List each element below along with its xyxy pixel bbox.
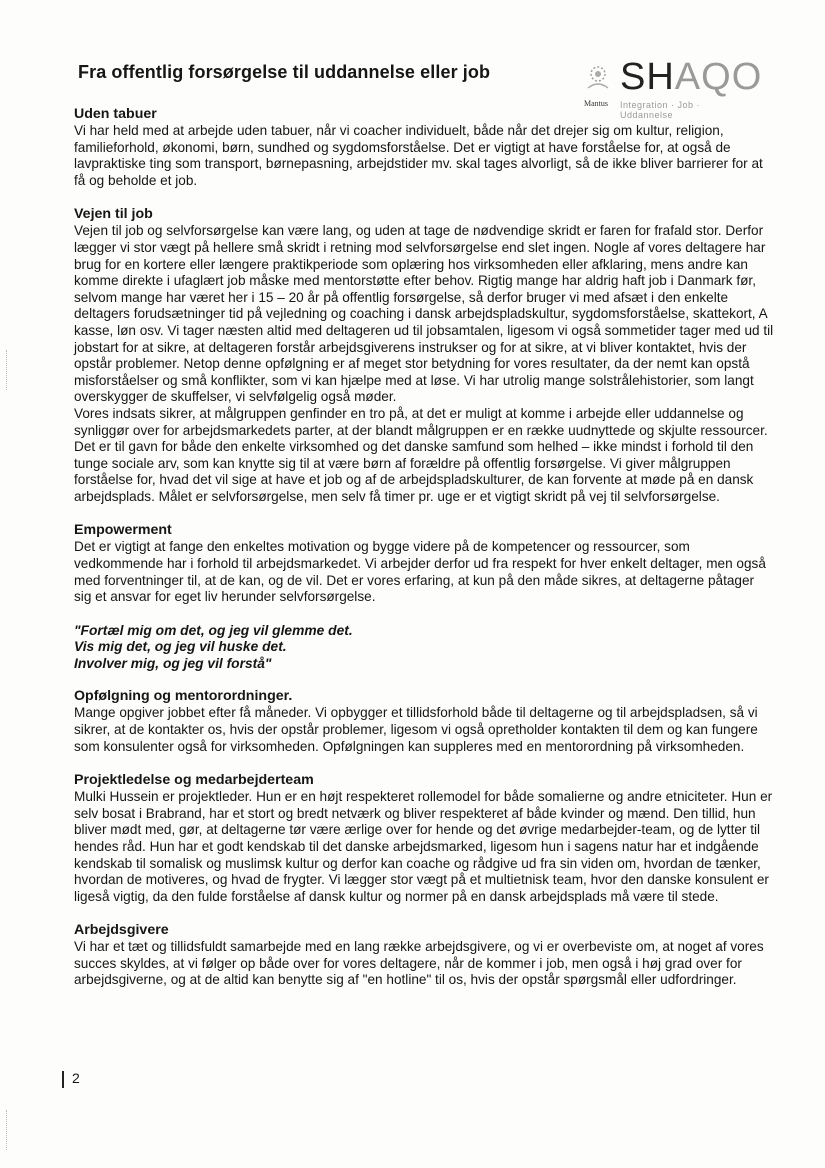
section-empowerment	[74, 522, 774, 605]
page-number: 2	[72, 1070, 80, 1086]
document-title: Fra offentlig forsørgelse til uddannelse eller job	[78, 62, 491, 82]
section-arbejdsgivere	[74, 922, 774, 989]
logo-wordmark-light: AQO	[674, 56, 763, 98]
section-paragraph: Mange opgiver jobbet efter få måneder. Vi opbygger et tillidsforhold både til deltagerne og til arbejdspladsen, så vi sikrer, at de kontakter os, hvis der opstår problemer, ligesom vi også opretholder kontakten til dem og kan fungere som konsulenter også for virksomheden. Opfølgningen kan suppleres med en mentorordning på virksomheden.	[74, 705, 758, 754]
quote-block	[74, 623, 774, 673]
section-heading: Projektledelse og medarbejderteam	[74, 772, 314, 789]
logo-wordmark	[620, 56, 762, 99]
section-heading: Arbejdsgivere	[74, 922, 169, 939]
quote-line: Vis mig det, og jeg vil huske det.	[74, 639, 287, 655]
section-heading: Uden tabuer	[74, 106, 157, 122]
section-projektledelse	[74, 772, 774, 905]
quote-line: "Fortæl mig om det, og jeg vil glemme det.	[74, 622, 353, 638]
logo-small-text: Mantus	[584, 99, 608, 108]
section-paragraph: Det er vigtigt at fange den enkeltes motivation og bygge videre på de kompetencer og ressourcer, som vedkommende har i forhold til arbejdsmarkedet. Vi arbejder derfor ud fra respekt for hver enkelt deltager, men også med forventninger til, at de kan, og de vil. Det er vores erfaring, at kun på den måde sikres, at deltagerne påtager sig et ansvar for eget liv herunder selvforsørgelse.	[74, 539, 766, 605]
section-heading: Empowerment	[74, 522, 172, 539]
logo-emblem-icon	[584, 64, 612, 94]
scan-margin-mark	[6, 350, 10, 390]
quote-line: Involver mig, og jeg vil forstå"	[74, 655, 272, 671]
logo-wordmark-dark: SH	[620, 56, 675, 98]
document-body	[74, 106, 774, 1006]
scan-margin-mark	[6, 1110, 10, 1150]
section-paragraph: Vi har et tæt og tillidsfuldt samarbejde med en lang række arbejdsgivere, og vi er overbeviste om, at noget af vores succes skyldes, at vi følger op både over for vores deltagere, når de kommer i job, men også i høj grad over for arbejdsgiverne, og at de altid kan benytte sig af "en hotline" til os, hvis der opstår spørgsmål eller udfordringer.	[74, 939, 764, 988]
logo-tagline: Integration · Job · Uddannelse	[620, 100, 701, 120]
section-uden-tabuer	[74, 106, 774, 189]
footer-divider	[62, 1071, 64, 1088]
section-heading: Vejen til job	[74, 206, 153, 223]
section-paragraph: Vi har held med at arbejde uden tabuer, når vi coacher individuelt, både når det drejer sig om kultur, religion, familieforhold, økonomi, børn, sundhed og sygdomsforståelse. Det er vigtigt at have forståelse for, at også de lavpraktiske ting som transport, børnepasning, arbejdstider mv. skal tages alvorligt, så de ikke bliver barrierer for at få og beholde et job.	[74, 123, 763, 188]
section-vejen-til-job	[74, 206, 774, 505]
section-opfoelgning	[74, 688, 774, 755]
section-paragraph: Vejen til job og selvforsørgelse kan være lang, og uden at tage de nødvendige skridt er faren for frafald stor. Derfor lægger vi stor vægt på hellere små skridt i retning mod selvforsørgelse end slet ingen. Nogle af vores deltagere har brug for en kortere eller længere praktikperiode som oplæring hos virksomheden eller afklaring, mens andre kan komme direkte i ufaglært job måske med mentorstøtte efter behov. Rigtig mange har aldrig haft job i Danmark før, selvom mange har været her i 15 – 20 år på offentlig forsørgelse, så derfor bruger vi med afsæt i den enkelte deltagers forudsætninger tid på vejledning og coaching i dansk arbejdspladskultur, sygdomsforståelse, skattekort, A kasse, løn osv. Vi tager næsten altid med deltageren ud til jobsamtalen, ligesom vi også sommetider tager med ud til jobstart for at sikre, at deltageren forstår arbejdsgiverens instrukser og for at sikre, at vi bliver kontaktet, hvis der opstår problemer. Netop denne opfølgning er af meget stor betydning for vores resultater, da der nemt kan opstå misforståelser og små konflikter, som vi kan hjælpe med at løse. Vi har utrolig mange solstrålehistorier, som langt overskygger de skuffelser, vi selvfølgelig også møder.	[74, 223, 774, 405]
section-heading: Opfølgning og mentorordninger.	[74, 688, 293, 705]
page-footer	[62, 1070, 80, 1088]
section-paragraph: Vores indsats sikrer, at målgruppen genfinder en tro på, at det er muligt at komme i arbejde eller uddannelse og synliggør over for arbejdsmarkedets parter, at der blandt målgruppen er en række uudnyttede og skjulte ressourcer. Det er til gavn for både den enkelte virksomhed og det danske samfund som helhed – ikke mindst i forhold til den tunge sociale arv, som kan knytte sig til at være børn af forældre på offentlig forsørgelse. Vi giver målgruppen forståelse for, hvad det vil sige at have et job og af de arbejdspladskulturer, de kan forvente at møde på en dansk arbejdsplads. Målet er selvforsørgelse, men selv få timer pr. uge er et vigtigt skridt på vej til selvforsørgelse.	[74, 405, 768, 504]
section-paragraph: Mulki Hussein er projektleder. Hun er en højt respekteret rollemodel for både somalierne og andre etniciteter. Hun er selv bosat i Brabrand, har et stort og bredt netværk og bliver respekteret af både kvinder og mænd. Den tillid, hun bliver mødt med, gør, at deltagerne tør være ærlige over for hende og det øvrige medarbejder-team, og de lytter til hendes råd. Hun har et godt kendskab til det danske arbejdsmarked, ligesom hun i sagens natur har et indgående kendskab til somalisk og muslimsk kultur og derfor kan coache og rådgive ud fra sin viden om, hvordan de tænker, hvordan de motiveres, og hvad de frygter. Vi lægger stor vægt på et multietnisk team, hvor den danske konsulent er ligeså vigtig, da den fulde forståelse af dansk kultur og normer på en dansk arbejdsplads må være til stede.	[74, 789, 773, 904]
